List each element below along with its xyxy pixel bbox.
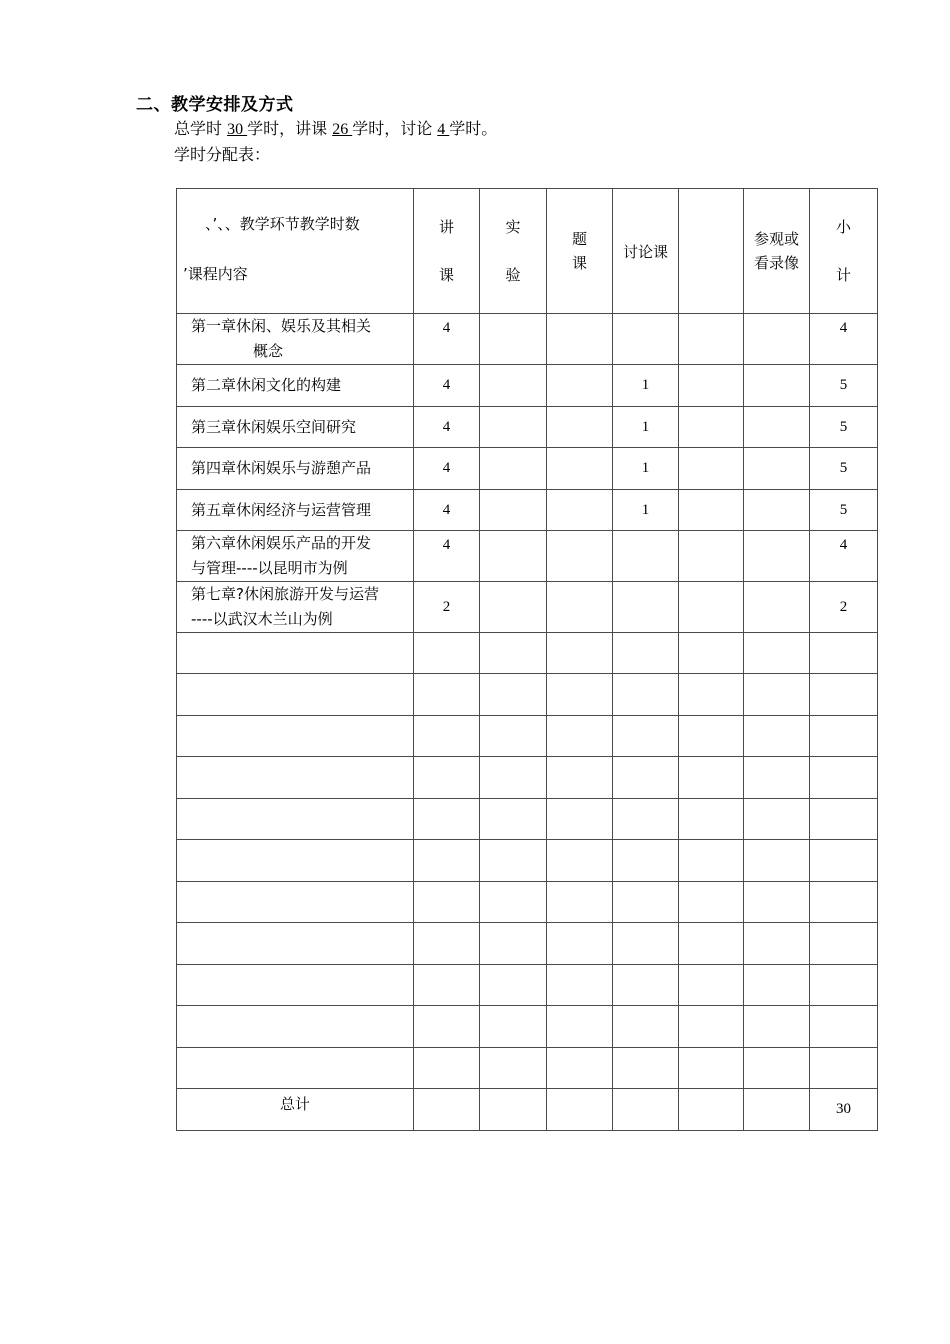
empty-cell [744,582,810,633]
table-row [177,582,878,633]
empty-cell [480,314,547,365]
lecture-hours-cell: 4 [414,448,480,490]
discussion-hours-cell [613,582,679,633]
section-heading: 二、教学安排及方式 [136,95,294,115]
total-row [177,1089,878,1131]
empty-row [177,716,878,757]
chapter-cell: 第六章休闲娱乐产品的开发 与管理----以昆明市为例 [177,531,414,582]
table-row [177,448,878,490]
discussion-hours-cell [613,314,679,365]
empty-cell [744,365,810,407]
lecture-hours-cell: 4 [414,314,480,365]
empty-cell [679,314,744,365]
lecture-hours-cell: 4 [414,490,480,531]
subtotal-cell: 4 [810,314,878,365]
empty-cell [480,407,547,448]
hours-summary: 总学时 30 学时，讲课 26 学时，讨论 4 学时。 [174,119,498,138]
empty-cell [480,365,547,407]
empty-row [177,1048,878,1089]
empty-cell [547,314,613,365]
empty-row [177,840,878,882]
empty-cell [744,448,810,490]
subtotal-cell: 4 [810,531,878,582]
empty-cell [480,582,547,633]
lecture-hours-cell: 4 [414,407,480,448]
subtotal-cell: 5 [810,490,878,531]
table-row [177,365,878,407]
chapter-cell: 第四章休闲娱乐与游憩产品 [177,448,414,490]
lecture-hours: 26 [332,121,353,138]
discussion-hours-cell: 1 [613,407,679,448]
empty-cell [679,407,744,448]
empty-cell [744,531,810,582]
discussion-hours-cell: 1 [613,448,679,490]
empty-row [177,674,878,716]
empty-cell [679,448,744,490]
table-row [177,531,878,582]
header-empty [679,189,744,314]
total-label: 总计 [177,1089,414,1131]
empty-cell [679,490,744,531]
empty-cell [744,314,810,365]
table-caption: 学时分配表： [174,145,271,164]
table-header-row [177,189,878,314]
empty-row [177,1006,878,1048]
empty-cell [547,365,613,407]
empty-cell [744,490,810,531]
total-hours: 30 [227,121,248,138]
header-diagonal-cell: 、’、、教学环节教学时数 ’课程内容 [177,189,414,314]
discussion-hours-cell: 1 [613,490,679,531]
empty-cell [547,582,613,633]
empty-cell [480,531,547,582]
empty-cell [744,407,810,448]
chapter-cell: 第五章休闲经济与运营管理 [177,490,414,531]
empty-cell [679,582,744,633]
subtotal-cell: 2 [810,582,878,633]
header-discussion: 讨论课 [613,189,679,314]
empty-row [177,757,878,799]
empty-cell [547,448,613,490]
discussion-hours: 4 [437,121,450,138]
empty-cell [547,490,613,531]
empty-cell [679,365,744,407]
chapter-cell: 第三章休闲娱乐空间研究 [177,407,414,448]
table-row [177,490,878,531]
header-subtotal: 小 计 [810,189,878,314]
discussion-hours-cell: 1 [613,365,679,407]
table-row [177,407,878,448]
discussion-hours-cell [613,531,679,582]
subtotal-cell: 5 [810,365,878,407]
table-row [177,314,878,365]
subtotal-cell: 5 [810,448,878,490]
header-lecture: 讲 课 [414,189,480,314]
lecture-hours-cell: 4 [414,531,480,582]
empty-cell [679,531,744,582]
empty-row [177,965,878,1006]
empty-row [177,882,878,923]
header-visit-video: 参观或 看录像 [744,189,810,314]
lecture-hours-cell: 2 [414,582,480,633]
empty-cell [480,448,547,490]
subtotal-cell: 5 [810,407,878,448]
empty-row [177,923,878,965]
empty-row [177,799,878,840]
chapter-cell: 第二章休闲文化的构建 [177,365,414,407]
chapter-cell: 第一章休闲、娱乐及其相关 概念 [177,314,414,365]
empty-row [177,633,878,674]
hours-allocation-table [176,188,878,1131]
empty-cell [547,531,613,582]
chapter-cell: 第七章?休闲旅游开发与运营 ----以武汉木兰山为例 [177,582,414,633]
total-value: 30 [810,1089,878,1131]
empty-cell [480,490,547,531]
lecture-hours-cell: 4 [414,365,480,407]
header-exercise: 题 课 [547,189,613,314]
header-experiment: 实 验 [480,189,547,314]
empty-cell [547,407,613,448]
